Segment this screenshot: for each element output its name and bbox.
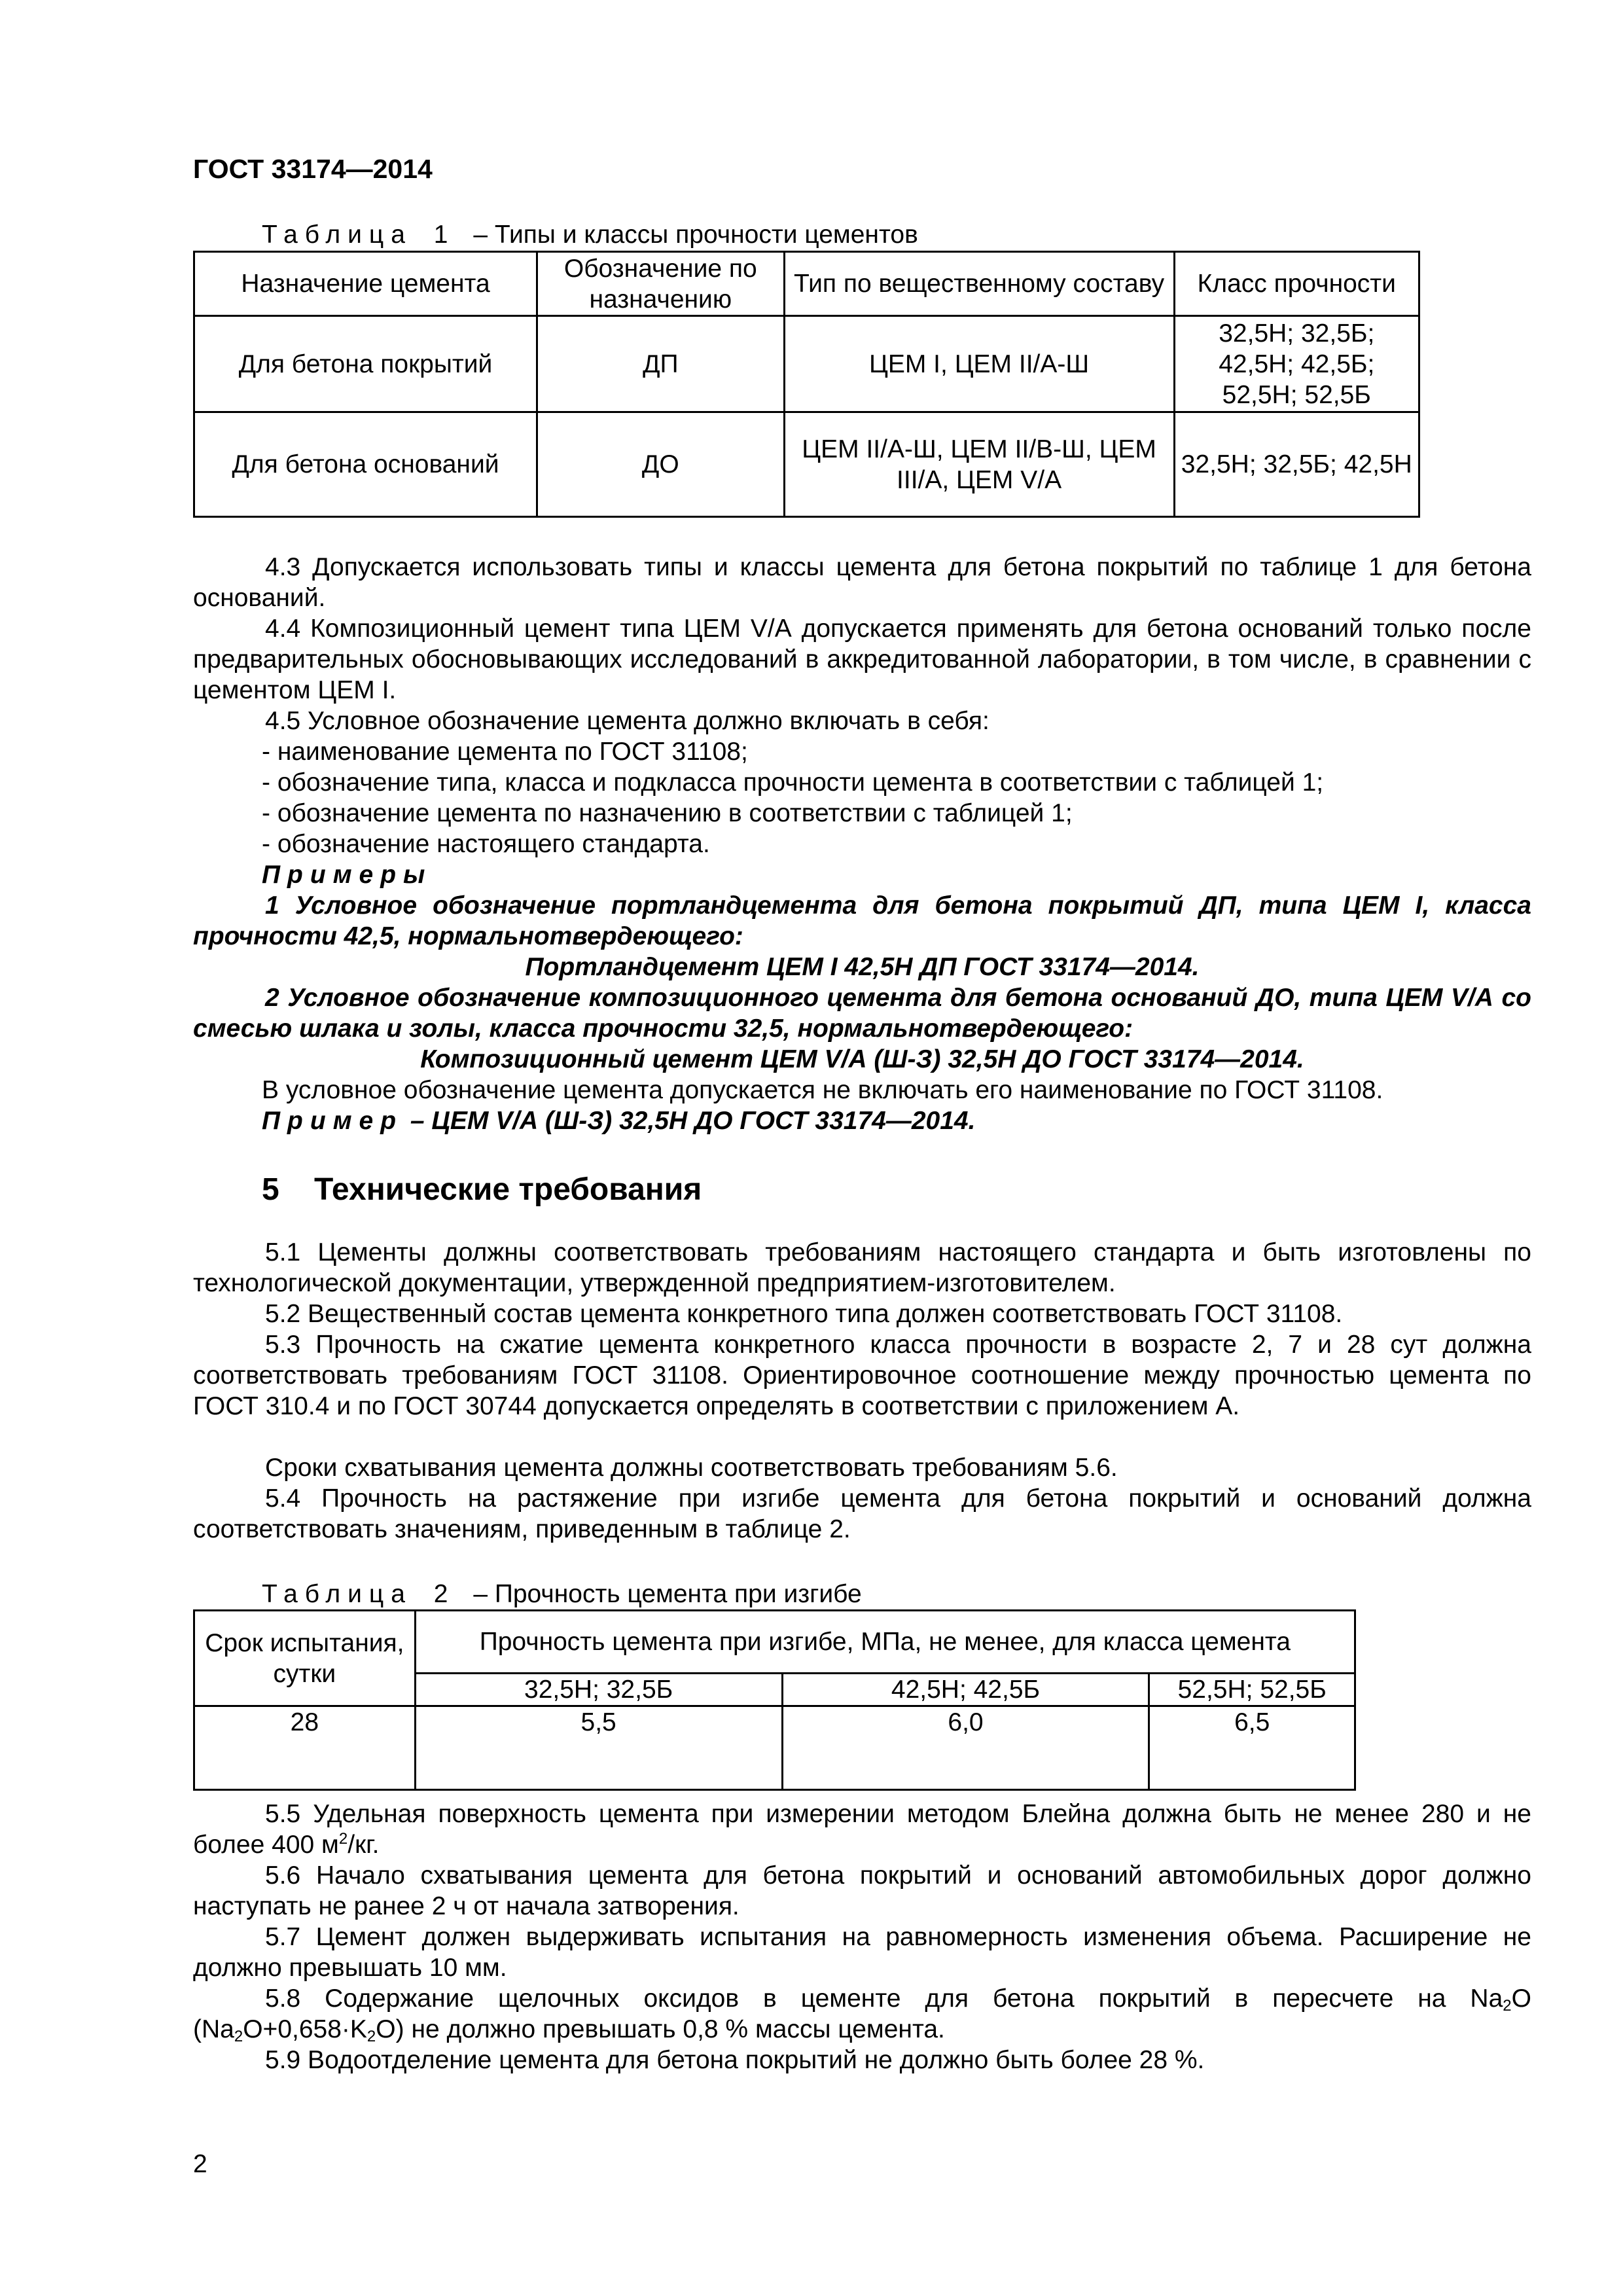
table2-cell-value: 6,0 — [782, 1706, 1149, 1790]
p5-5-unit: /кг. — [348, 1831, 380, 1859]
table2-cell-value: 6,5 — [1149, 1706, 1355, 1790]
p5-8-text: O+0,658·K — [243, 2015, 367, 2043]
section-number: 5 — [262, 1172, 279, 1207]
table1-header-purpose: Назначение цемента — [194, 252, 537, 316]
table2 — [193, 1609, 1356, 1791]
table-row — [194, 412, 1419, 517]
table1-caption-text: – Типы и классы прочности цементов — [473, 221, 918, 249]
table-row — [194, 316, 1419, 412]
example-2-result: Композиционный цемент ЦЕМ V/А (Ш-З) 32,5Н ДО ГОСТ 33174—2014. — [420, 1045, 1304, 1073]
example-text: – ЦЕМ V/А (Ш-З) 32,5Н ДО ГОСТ 33174—2014. — [403, 1107, 976, 1135]
example-1-result: Портландцемент ЦЕМ I 42,5Н ДП ГОСТ 33174—2014. — [525, 953, 1200, 981]
table1-cell-designation: ДО — [537, 412, 785, 517]
table1-cell-type: ЦЕМ I, ЦЕМ II/А-Ш — [784, 316, 1174, 412]
table2-header-term: Срок испытания, сутки — [194, 1611, 416, 1706]
example-single — [262, 1105, 975, 1136]
table2-cell-term: 28 — [194, 1706, 416, 1790]
paragraph-5-5 — [193, 1799, 1531, 1860]
table2-caption-text: – Прочность цемента при изгибе — [473, 1580, 862, 1608]
table1-cell-strength: 32,5Н; 32,5Б; 42,5Н; 42,5Б; 52,5Н; 52,5Б — [1174, 316, 1419, 412]
subscript: 2 — [1503, 1997, 1512, 2015]
paragraph-5-3-setting: Сроки схватывания цемента должны соответствовать требованиям 5.6. — [265, 1454, 1118, 1482]
paragraph-5-6: 5.6 Начало схватывания цемента для бетона покрытий и оснований автомобильных дорог должно наступать не ранее 2 ч от начала затворения. — [193, 1861, 1531, 1920]
paragraph-5-2: 5.2 Вещественный состав цемента конкретного типа должен соответствовать ГОСТ 31108. — [265, 1300, 1343, 1328]
page-number: 2 — [193, 2150, 207, 2178]
table1 — [193, 251, 1420, 518]
paragraph-4-3: 4.3 Допускается использовать типы и классы цемента для бетона покрытий по таблице 1 для бетона оснований. — [193, 553, 1531, 612]
table-row — [194, 1706, 1355, 1790]
table1-header-designation: Обозначение по назначению — [537, 252, 785, 316]
paragraph-5-9: 5.9 Водоотделение цемента для бетона покрытий не должно быть более 28 %. — [265, 2046, 1205, 2074]
example-word: Пример — [262, 1107, 404, 1135]
p5-8-text: O (Na — [193, 1984, 1531, 2043]
paragraph-5-8 — [193, 1983, 1531, 2045]
example-1: 1 Условное обозначение портландцемента для бетона покрытий ДП, типа ЦЕМ I, класса прочности 42,5, нормальнотвердеющего: — [193, 891, 1531, 950]
subscript: 2 — [234, 2028, 243, 2045]
table1-cell-designation: ДП — [537, 316, 785, 412]
table2-caption-number: 2 — [433, 1580, 448, 1608]
table2-caption — [262, 1579, 862, 1609]
table2-header-strength: Прочность цемента при изгибе, МПа, не менее, для класса цемента — [415, 1611, 1355, 1674]
table2-class: 32,5Н; 32,5Б — [415, 1674, 782, 1706]
table1-header-type: Тип по вещественному составу — [784, 252, 1174, 316]
paragraph-4-4: 4.4 Композиционный цемент типа ЦЕМ V/А допускается применять для бетона оснований только после предварительных обосновывающих исследований в аккредитованной лаборатории, в том числе, в сравнении с цементом ЦЕМ I. — [193, 615, 1531, 704]
table2-cell-value: 5,5 — [415, 1706, 782, 1790]
table1-cell-strength: 32,5Н; 32,5Б; 42,5Н — [1174, 412, 1419, 517]
table1-caption-number: 1 — [433, 221, 448, 249]
table1-caption-word: Таблица — [262, 221, 412, 249]
standard-code: ГОСТ 33174—2014 — [193, 154, 433, 184]
paragraph-5-7: 5.7 Цемент должен выдерживать испытания на равномерность изменения объема. Расширение не должно превышать 10 мм. — [193, 1923, 1531, 1982]
paragraph-4-5: 4.5 Условное обозначение цемента должно включать в себя: — [265, 707, 990, 735]
list-item: - обозначение настоящего стандарта. — [262, 830, 710, 858]
table1-header-strength: Класс прочности — [1174, 252, 1419, 316]
table2-header-row — [194, 1611, 1355, 1674]
table1-cell-type: ЦЕМ II/А-Ш, ЦЕМ II/В-Ш, ЦЕМ III/А, ЦЕМ V/А — [784, 412, 1174, 517]
subscript: 2 — [366, 2028, 376, 2045]
table2-class: 42,5Н; 42,5Б — [782, 1674, 1149, 1706]
p5-8-text: 5.8 Содержание щелочных оксидов в цементе для бетона покрытий в пересчете на Na — [265, 1984, 1503, 2013]
table1-cell-purpose: Для бетона покрытий — [194, 316, 537, 412]
list-item: - обозначение цемента по назначению в соответствии с таблицей 1; — [262, 799, 1073, 827]
p5-8-text: O) не должно превышать 0,8 % массы цемента. — [376, 2015, 945, 2043]
section-5-heading — [262, 1172, 702, 1208]
note: В условное обозначение цемента допускается не включать его наименование по ГОСТ 31108. — [262, 1076, 1383, 1104]
paragraph-5-1: 5.1 Цементы должны соответствовать требованиям настоящего стандарта и быть изготовлены по технологической документации, утвержденной предприятием-изготовителем. — [193, 1238, 1531, 1297]
section-title: Технические требования — [314, 1172, 702, 1207]
table1-caption — [262, 219, 918, 250]
list-item: - обозначение типа, класса и подкласса прочности цемента в соответствии с таблицей 1; — [262, 768, 1324, 797]
table2-class: 52,5Н; 52,5Б — [1149, 1674, 1355, 1706]
list-item: - наименование цемента по ГОСТ 31108; — [262, 738, 748, 766]
p5-5-text: 5.5 Удельная поверхность цемента при измерении методом Блейна должна быть не менее 280 и не более 400 м — [193, 1800, 1531, 1859]
paragraph-5-4: 5.4 Прочность на растяжение при изгибе цемента для бетона покрытий и оснований должна соответствовать значениям, приведенным в таблице 2. — [193, 1484, 1531, 1543]
p5-5-superscript: 2 — [338, 1830, 348, 1848]
table1-cell-purpose: Для бетона оснований — [194, 412, 537, 517]
table2-caption-word: Таблица — [262, 1580, 412, 1608]
table1-header-row — [194, 252, 1419, 316]
paragraph-5-3: 5.3 Прочность на сжатие цемента конкретного класса прочности в возрасте 2, 7 и 28 сут должна соответствовать требованиям ГОСТ 31108. Ориентировочное соотношение между прочностью цемента по ГОСТ 310.4 и по ГОСТ 30744 допускается определять в соответствии с приложением А. — [193, 1331, 1531, 1420]
example-2: 2 Условное обозначение композиционного цемента для бетона оснований ДО, типа ЦЕМ V/А со смесью шлака и золы, класса прочности 32,5, нормальнотвердеющего: — [193, 984, 1531, 1043]
examples-title: Примеры — [262, 861, 433, 889]
